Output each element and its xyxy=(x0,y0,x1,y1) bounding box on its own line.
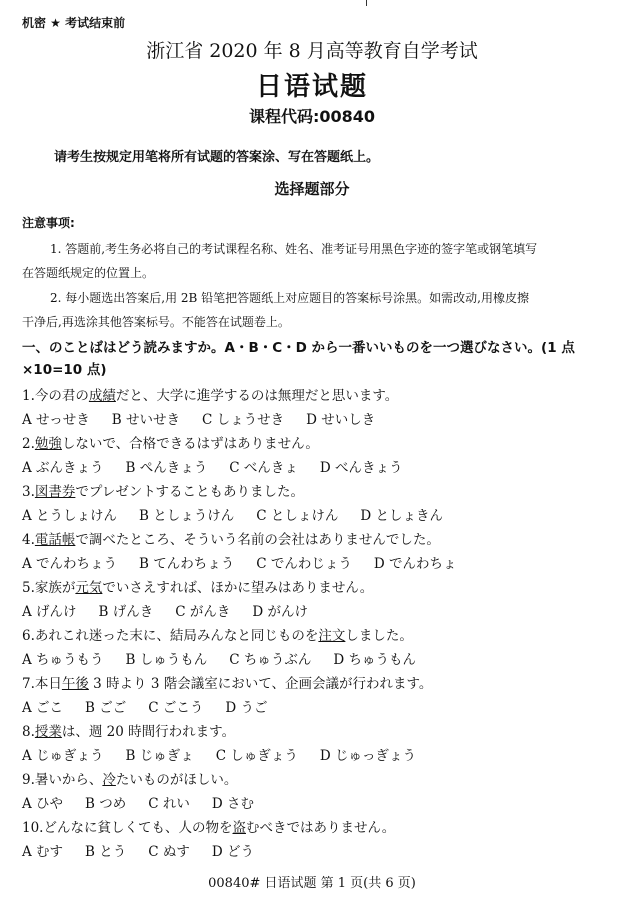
option: B つめ xyxy=(85,796,127,812)
question-6: 6.あれこれ迷った末に、結局みんなと同じものを注文しました。 xyxy=(22,628,413,644)
top-margin-tick xyxy=(366,0,367,6)
options-9 xyxy=(22,792,276,812)
option: C しゅぎょう xyxy=(215,748,298,764)
option: C しょうせき xyxy=(202,412,285,428)
option: D がんけ xyxy=(252,604,309,620)
note-line: 干净后,再选涂其他答案标号。不能答在试题卷上。 xyxy=(22,315,290,329)
option: B としょうけん xyxy=(139,508,235,524)
confidential-label: 机密 ★ 考试结束前 xyxy=(22,16,126,30)
subject-title: 日语试题 xyxy=(255,72,368,102)
option: C としょけん xyxy=(256,508,339,524)
options-2 xyxy=(22,456,425,476)
target-word: 午後 xyxy=(61,676,89,692)
target-word: 元気 xyxy=(75,580,103,596)
option: B せいせき xyxy=(111,412,180,428)
option: A とうしょけん xyxy=(22,508,118,524)
option: A ごこ xyxy=(22,700,64,716)
option: B じゅぎょ xyxy=(125,748,194,764)
note-line: 1. 答题前,考生务必将自己的考试课程名称、姓名、准考证号用黑色字迹的签字笔或钢笔填写 xyxy=(50,242,538,256)
option: C がんき xyxy=(175,604,231,620)
question-9: 9.暑いから、冷たいものがほしい。 xyxy=(22,772,238,788)
question-8: 8.授業は、週 20 時間行われます。 xyxy=(22,724,236,740)
question-5: 5.家族が元気でいさえすれば、ほかに望みはありません。 xyxy=(22,580,374,596)
option: D べんきょう xyxy=(319,460,403,476)
options-3 xyxy=(22,504,465,524)
option: B ごご xyxy=(85,700,127,716)
note-line: 2. 每小题选出答案后,用 2B 铅笔把答题纸上对应题目的答案标号涂黑。如需改动,用橡皮擦 xyxy=(50,291,529,305)
page-footer: 00840# 日语试题 第 1 页(共 6 页) xyxy=(208,876,416,891)
target-word: 成績 xyxy=(88,388,116,404)
course-code: 课程代码:00840 xyxy=(248,107,376,126)
instruction-text: 请考生按规定用笔将所有试题的答案涂、写在答题纸上。 xyxy=(54,150,380,165)
question-1: 1.今の君の成績だと、大学に進学するのは無理だと思います。 xyxy=(22,388,399,404)
option: B てんわちょう xyxy=(139,556,235,572)
option: A じゅぎょう xyxy=(22,748,104,764)
option: C ちゅうぶん xyxy=(229,652,312,668)
question-10: 10.どんなに貧しくても、人の物を盗むべきではありません。 xyxy=(22,820,396,836)
target-word: 図書券 xyxy=(34,484,76,500)
target-word: 注文 xyxy=(318,628,346,644)
option: A でんわちょう xyxy=(22,556,118,572)
option: D ちゅうもん xyxy=(333,652,417,668)
target-word: 冷 xyxy=(102,772,116,788)
options-6 xyxy=(22,648,438,668)
option: B とう xyxy=(85,844,127,860)
option: D せいしき xyxy=(306,412,376,428)
question-4: 4.電話帳で調べたところ、そういう名前の会社はありませんでした。 xyxy=(22,532,440,548)
option: D じゅっぎょう xyxy=(319,748,417,764)
options-10 xyxy=(22,840,276,860)
option: D さむ xyxy=(211,796,255,812)
option: A むす xyxy=(22,844,64,860)
target-word: 勉強 xyxy=(34,436,62,452)
option: A げんけ xyxy=(22,604,77,620)
option: B ぺんきょう xyxy=(125,460,208,476)
option: D としょきん xyxy=(360,508,444,524)
option: C でんわじょう xyxy=(256,556,352,572)
notes-title: 注意事项: xyxy=(22,216,75,230)
option: A ちゅうもう xyxy=(22,652,104,668)
option: C ぬす xyxy=(148,844,190,860)
question-2: 2.勉強しないで、合格できるはずはありません。 xyxy=(22,436,319,452)
options-8 xyxy=(22,744,438,764)
exam-title: 浙江省 2020 年 8 月高等教育自学考试 xyxy=(146,40,478,62)
target-word: 盗 xyxy=(232,820,246,836)
option: C べんきょ xyxy=(229,460,298,476)
option: B げんき xyxy=(98,604,154,620)
target-word: 授業 xyxy=(34,724,62,740)
options-5 xyxy=(22,600,330,620)
option: A せっせき xyxy=(22,412,90,428)
options-1 xyxy=(22,408,397,428)
option: C ごこう xyxy=(148,700,204,716)
option: D うご xyxy=(225,700,268,716)
part-heading: 一、のことばはどう読みますか。A・B・C・D から一番いいものを一つ選びなさい。(1 点×10=10 点) xyxy=(22,340,575,378)
options-7 xyxy=(22,696,290,716)
option: B しゅうもん xyxy=(125,652,208,668)
option: A ぶんきょう xyxy=(22,460,104,476)
note-line: 在答题纸规定的位置上。 xyxy=(22,266,155,280)
target-word: 電話帳 xyxy=(34,532,76,548)
section-title: 选择题部分 xyxy=(274,180,350,198)
options-4 xyxy=(22,552,479,572)
option: D どう xyxy=(211,844,255,860)
option: C れい xyxy=(148,796,190,812)
option: D でんわちょ xyxy=(373,556,457,572)
option: A ひや xyxy=(22,796,64,812)
question-7: 7.本日午後 3 時より 3 階会議室において、企画会議が行われます。 xyxy=(22,676,433,692)
question-3: 3.図書券でプレゼントすることもありました。 xyxy=(22,484,304,500)
